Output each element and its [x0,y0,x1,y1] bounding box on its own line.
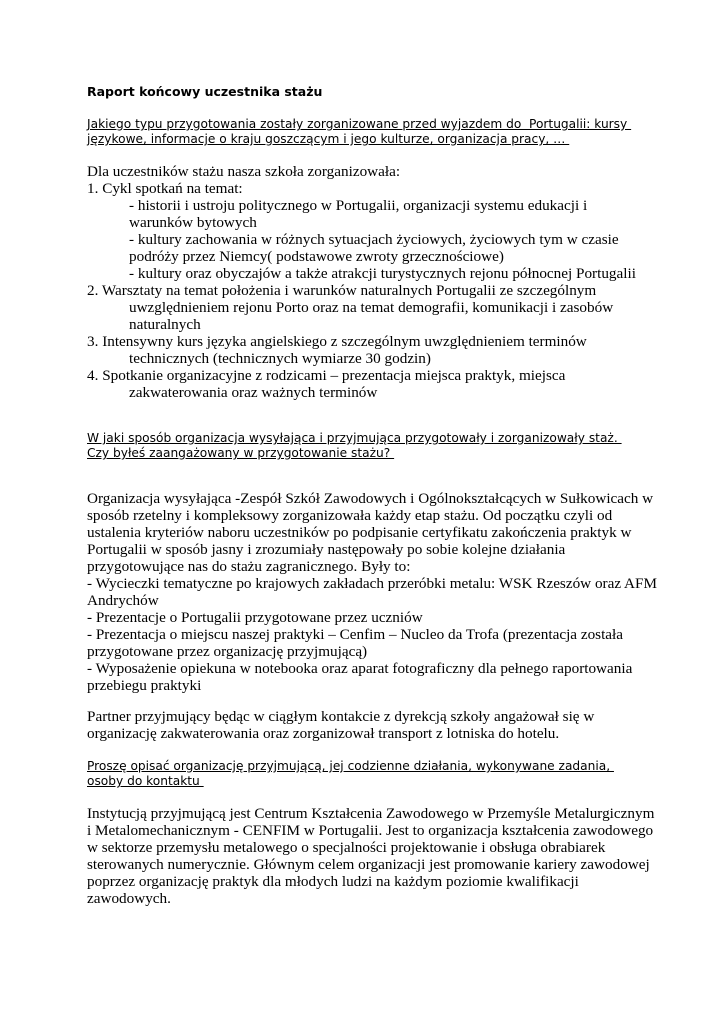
list-item-2: 2. Warsztaty na temat położenia i warunków naturalnych Portugalii ze szczególnym [87,282,597,299]
answer-3-line: sterowanych numerycznie. Głównym celem organizacji jest promowanie kariery zawodowej [87,856,650,873]
list-item-1-sub-1-cont: warunków bytowych [129,214,257,231]
answer-3 [87,805,655,907]
question-1-line-1: Jakiego typu przygotowania zostały zorganizowane przed wyjazdem do Portugalii: kursy [87,117,632,131]
answer-3-line: Instytucją przyjmującą jest Centrum Kształcenia Zawodowego w Przemyśle Metalurgicznym [87,805,655,822]
answer-1-intro: Dla uczestników stażu nasza szkoła zorganizowała: [87,163,401,180]
answer-2-bullet-4-cont: przebiegu praktyki [87,677,202,694]
answer-1 [87,163,647,401]
answer-2-p2-line: organizację zakwaterowania oraz zorganizował transport z lotniska do hotelu. [87,725,560,742]
list-item-1: 1. Cykl spotkań na temat: [87,180,243,197]
answer-2-bullet-4: - Wyposażenie opiekuna w notebooka oraz aparat fotograficzny dla pełnego raportowania [87,660,633,677]
answer-2-paragraph-1 [87,490,657,694]
list-item-1-sub-2-cont: podróży przez Niemcy( podstawowe zwroty grzecznościowe) [129,248,504,265]
list-item-4: 4. Spotkanie organizacyjne z rodzicami – prezentacja miejsca praktyk, miejsca [87,367,566,384]
list-item-1-sub-1: - historii i ustroju politycznego w Portugalii, organizacji systemu edukacji i [129,197,588,214]
list-item-1-sub-2: - kultury zachowania w różnych sytuacjach życiowych, życiowych tym w czasie [129,231,619,248]
answer-2-line: Organizacja wysyłająca -Zespół Szkół Zawodowych i Ogólnokształcących w Sułkowicach w [87,490,654,507]
answer-3-line: w sektorze przemysłu metalowego o specjalności projektowanie i obsługa obrabiarek [87,839,606,856]
answer-2-bullet-3-cont: przygotowane przez organizację przyjmującą) [87,643,368,660]
question-3-line-1: Proszę opisać organizację przyjmującą, jej codzienne działania, wykonywane zadania, [87,759,614,773]
answer-3-line: zawodowych. [87,890,171,907]
question-2-line-1: W jaki sposób organizacja wysyłająca i przyjmująca przygotowały i zorganizowały staż. [87,431,622,445]
answer-2-line: przygotowujące nas do stażu zagranicznego. Były to: [87,558,411,575]
question-1-line-2: językowe, informacje o kraju goszczącym i jego kulturze, organizacja pracy, … [87,132,570,146]
answer-2-line: Portugalii w sposób jasny i zrozumiały następowały po sobie kolejne działania [87,541,566,558]
list-item-1-sub-3: - kultury oraz obyczajów a także atrakcji turystycznych rejonu północnej Portugalii [129,265,636,282]
report-title: Raport końcowy uczestnika stażu [87,84,323,99]
answer-3-line: poprzez organizację praktyk dla młodych ludzi na każdym poziomie kwalifikacji [87,873,579,890]
question-3-line-2: osoby do kontaktu [87,774,204,788]
list-item-3: 3. Intensywny kurs języka angielskiego z szczególnym uwzględnieniem terminów [87,333,587,350]
answer-2-bullet-2: - Prezentacje o Portugalii przygotowane przez uczniów [87,609,423,626]
list-item-4-cont: zakwaterowania oraz ważnych terminów [129,384,378,401]
answer-2-line: sposób rzetelny i kompleksowy zorganizowała każdy etap stażu. Od początku czyli od [87,507,613,524]
answer-2-p2-line: Partner przyjmujący będąc w ciągłym kontakcie z dyrekcją szkoły angażował się w [87,708,595,725]
list-item-2-cont-1: uwzględnieniem rejonu Porto oraz na temat demografii, komunikacji i zasobów [129,299,614,316]
answer-2-bullet-1-cont: Andrychów [87,592,159,609]
answer-2-bullet-1: - Wycieczki tematyczne po krajowych zakładach przeróbki metalu: WSK Rzeszów oraz AFM [87,575,657,592]
answer-2-line: ustalenia kryteriów naboru uczestników po podpisanie certyfikatu zakończenia praktyk w [87,524,632,541]
question-2-line-2: Czy byłeś zaangażowany w przygotowanie stażu? [87,446,395,460]
answer-2-bullet-3: - Prezentacja o miejscu naszej praktyki – Cenfim – Nucleo da Trofa (prezentacja została [87,626,623,643]
answer-3-line: i Metalomechanicznym - CENFIM w Portugalii. Jest to organizacja kształcenia zawodowego [87,822,654,839]
answer-2-paragraph-2 [87,708,647,742]
list-item-2-cont-2: naturalnych [129,316,201,333]
list-item-3-cont: technicznych (technicznych wymiarze 30 godzin) [129,350,431,367]
